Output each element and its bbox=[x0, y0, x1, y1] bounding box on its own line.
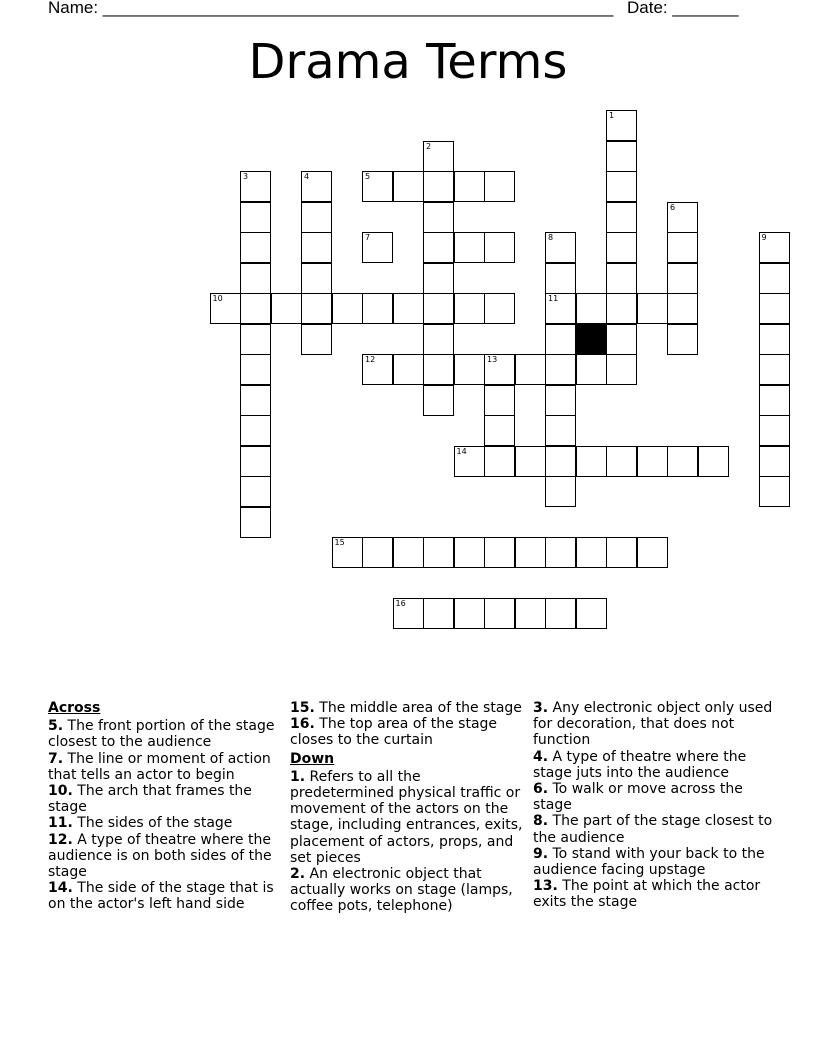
cell-number: 8 bbox=[548, 233, 554, 242]
clue-text: An electronic object that actually works on stage (lamps, coffee pots, telephone) bbox=[290, 866, 513, 915]
grid-cell[interactable] bbox=[484, 354, 515, 385]
grid-cell[interactable] bbox=[240, 446, 271, 477]
grid-cell[interactable] bbox=[545, 354, 576, 385]
grid-cell[interactable] bbox=[240, 293, 271, 324]
across-clue bbox=[48, 832, 283, 881]
clue-text: The middle area of the stage bbox=[314, 700, 522, 716]
clue-number: 3. bbox=[533, 700, 549, 716]
grid-cell[interactable] bbox=[545, 415, 576, 446]
clue-text: The front portion of the stage closest to the audience bbox=[48, 718, 275, 751]
clue-text: The sides of the stage bbox=[72, 815, 233, 832]
grid-cell[interactable] bbox=[667, 232, 698, 263]
grid-cell[interactable] bbox=[576, 354, 607, 385]
cell-number: 11 bbox=[548, 294, 559, 303]
black-cell bbox=[576, 324, 607, 355]
grid-cell[interactable] bbox=[545, 598, 576, 629]
clue-number: 13. bbox=[533, 878, 558, 895]
grid-cell[interactable] bbox=[667, 202, 698, 233]
grid-cell[interactable] bbox=[484, 415, 515, 446]
grid-cell[interactable] bbox=[393, 171, 424, 202]
grid-cell[interactable] bbox=[454, 232, 485, 263]
grid-cell[interactable] bbox=[484, 385, 515, 416]
clue-number: 8. bbox=[533, 813, 549, 830]
grid-cell[interactable] bbox=[301, 263, 332, 294]
grid-cell[interactable] bbox=[667, 293, 698, 324]
grid-cell[interactable] bbox=[759, 446, 790, 477]
grid-cell[interactable] bbox=[454, 537, 485, 568]
cell-number: 12 bbox=[365, 355, 376, 364]
clue-text: Refers to all the predetermined physical traffic or movement of the actors on the stage, including entrances, exits, placement of actors, props, and set pieces bbox=[290, 768, 523, 866]
grid-cell[interactable] bbox=[545, 537, 576, 568]
grid-cell[interactable] bbox=[606, 171, 637, 202]
down-clue bbox=[533, 846, 773, 878]
grid-cell[interactable] bbox=[606, 110, 637, 141]
grid-cell[interactable] bbox=[637, 293, 668, 324]
grid-cell[interactable] bbox=[423, 385, 454, 416]
grid-cell[interactable] bbox=[606, 293, 637, 324]
across-clue bbox=[290, 716, 525, 748]
clue-number: 14. bbox=[48, 880, 73, 897]
clue-number: 10. bbox=[48, 783, 73, 800]
down-clue bbox=[290, 769, 525, 866]
grid-cell[interactable] bbox=[545, 263, 576, 294]
grid-cell[interactable] bbox=[423, 537, 454, 568]
grid-cell[interactable] bbox=[423, 598, 454, 629]
grid-cell[interactable] bbox=[515, 446, 546, 477]
grid-cell[interactable] bbox=[759, 324, 790, 355]
grid-cell[interactable] bbox=[423, 324, 454, 355]
page-title: Drama Terms bbox=[248, 34, 568, 90]
clue-number: 6. bbox=[533, 781, 549, 798]
grid-cell[interactable] bbox=[545, 385, 576, 416]
down-clue bbox=[533, 749, 773, 781]
name-line: Name: ______________________________________________________ bbox=[48, 0, 614, 17]
cell-number: 16 bbox=[395, 599, 406, 608]
cell-number: 14 bbox=[456, 446, 467, 456]
clue-number: 11. bbox=[48, 815, 73, 832]
grid-cell[interactable] bbox=[606, 232, 637, 263]
grid-cell[interactable] bbox=[240, 507, 271, 538]
cell-number: 9 bbox=[761, 233, 767, 242]
grid-cell[interactable] bbox=[454, 354, 485, 385]
grid-cell[interactable] bbox=[362, 537, 393, 568]
grid-cell[interactable] bbox=[759, 385, 790, 416]
clue-number: 9. bbox=[533, 845, 549, 862]
grid-cell[interactable] bbox=[606, 446, 637, 477]
grid-cell[interactable] bbox=[423, 263, 454, 294]
cell-number: 2 bbox=[426, 141, 432, 151]
grid-cell[interactable] bbox=[454, 446, 485, 477]
cell-number: 13 bbox=[487, 355, 498, 364]
across-heading: Across bbox=[48, 700, 101, 716]
clue-column-1 bbox=[48, 700, 283, 913]
grid-cell[interactable] bbox=[301, 171, 332, 202]
grid-cell[interactable] bbox=[362, 293, 393, 324]
grid-cell[interactable] bbox=[484, 537, 515, 568]
cell-number: 6 bbox=[670, 202, 676, 212]
grid-cell[interactable] bbox=[454, 171, 485, 202]
grid-cell[interactable] bbox=[423, 293, 454, 324]
grid-cell[interactable] bbox=[667, 324, 698, 355]
grid-cell[interactable] bbox=[332, 537, 363, 568]
grid-cell[interactable] bbox=[362, 232, 393, 263]
clue-column-2 bbox=[290, 700, 525, 915]
clue-text: Any electronic object only used for decoration, that does not function bbox=[533, 700, 773, 749]
grid-cell[interactable] bbox=[606, 354, 637, 385]
grid-cell[interactable] bbox=[545, 232, 576, 263]
grid-cell[interactable] bbox=[515, 598, 546, 629]
clue-text: A type of theatre where the audience is on both sides of the stage bbox=[48, 831, 272, 881]
grid-cell[interactable] bbox=[545, 324, 576, 355]
grid-cell[interactable] bbox=[423, 141, 454, 172]
grid-cell[interactable] bbox=[698, 446, 729, 477]
across-clue bbox=[48, 751, 283, 783]
grid-cell[interactable] bbox=[606, 263, 637, 294]
down-clue bbox=[533, 700, 773, 749]
clue-number: 12. bbox=[48, 831, 73, 848]
grid-cell[interactable] bbox=[545, 446, 576, 477]
across-clue bbox=[48, 718, 283, 750]
clue-text: The point at which the actor exits the stage bbox=[533, 878, 761, 911]
date-line: Date: _______ bbox=[627, 0, 739, 17]
grid-cell[interactable] bbox=[545, 476, 576, 507]
grid-cell[interactable] bbox=[240, 476, 271, 507]
grid-cell[interactable] bbox=[484, 446, 515, 477]
cell-number: 7 bbox=[365, 233, 371, 242]
grid-cell[interactable] bbox=[240, 415, 271, 446]
grid-cell[interactable] bbox=[484, 232, 515, 263]
grid-cell[interactable] bbox=[759, 263, 790, 294]
grid-cell[interactable] bbox=[301, 324, 332, 355]
grid-cell[interactable] bbox=[240, 232, 271, 263]
grid-cell[interactable] bbox=[484, 171, 515, 202]
clue-text: The side of the stage that is on the actor's left hand side bbox=[48, 880, 274, 913]
grid-cell[interactable] bbox=[301, 202, 332, 233]
clue-number: 16. bbox=[290, 716, 315, 733]
clue-number: 5. bbox=[48, 718, 64, 735]
grid-cell[interactable] bbox=[393, 598, 424, 629]
cell-number: 10 bbox=[212, 294, 223, 303]
across-clue bbox=[48, 880, 283, 912]
down-clue bbox=[533, 813, 773, 845]
grid-cell[interactable] bbox=[576, 537, 607, 568]
grid-cell[interactable] bbox=[240, 171, 271, 202]
down-heading: Down bbox=[290, 750, 335, 767]
grid-cell[interactable] bbox=[637, 446, 668, 477]
cell-number: 15 bbox=[334, 538, 345, 547]
grid-cell[interactable] bbox=[576, 293, 607, 324]
across-clue bbox=[48, 783, 283, 815]
grid-cell[interactable] bbox=[606, 537, 637, 568]
down-clue bbox=[533, 781, 773, 813]
grid-cell[interactable] bbox=[515, 354, 546, 385]
clue-text: To stand with your back to the audience facing upstage bbox=[533, 845, 765, 879]
cell-number: 1 bbox=[609, 111, 615, 120]
grid-cell[interactable] bbox=[759, 232, 790, 263]
grid-cell[interactable] bbox=[484, 598, 515, 629]
cell-number: 5 bbox=[365, 172, 371, 181]
grid-cell[interactable] bbox=[759, 415, 790, 446]
grid-cell[interactable] bbox=[606, 324, 637, 355]
grid-cell[interactable] bbox=[301, 293, 332, 324]
clue-text: The arch that frames the stage bbox=[48, 783, 252, 816]
clue-text: A type of theatre where the stage juts into the audience bbox=[533, 748, 747, 781]
clue-text: To walk or move across the stage bbox=[533, 781, 743, 814]
grid-cell[interactable] bbox=[240, 385, 271, 416]
clue-number: 15. bbox=[290, 700, 315, 716]
clue-number: 7. bbox=[48, 750, 64, 767]
grid-cell[interactable] bbox=[515, 537, 546, 568]
grid-cell[interactable] bbox=[454, 293, 485, 324]
grid-cell[interactable] bbox=[667, 263, 698, 294]
grid-cell[interactable] bbox=[484, 293, 515, 324]
across-clue bbox=[48, 815, 283, 831]
grid-cell[interactable] bbox=[454, 598, 485, 629]
clue-number: 2. bbox=[290, 866, 306, 883]
grid-cell[interactable] bbox=[606, 141, 637, 172]
grid-cell[interactable] bbox=[393, 537, 424, 568]
clue-text: The line or moment of action that tells an actor to begin bbox=[48, 750, 271, 783]
grid-cell[interactable] bbox=[423, 202, 454, 233]
clue-number: 4. bbox=[533, 748, 549, 765]
cell-number: 3 bbox=[243, 172, 249, 181]
grid-cell[interactable] bbox=[576, 598, 607, 629]
grid-cell[interactable] bbox=[759, 476, 790, 507]
clue-column-3 bbox=[533, 700, 773, 911]
grid-cell[interactable] bbox=[240, 324, 271, 355]
grid-cell[interactable] bbox=[423, 354, 454, 385]
grid-cell[interactable] bbox=[423, 171, 454, 202]
grid-cell[interactable] bbox=[210, 293, 241, 324]
grid-cell[interactable] bbox=[240, 263, 271, 294]
grid-cell[interactable] bbox=[576, 446, 607, 477]
across-clue bbox=[290, 700, 525, 716]
down-clue bbox=[533, 878, 773, 910]
grid-cell[interactable] bbox=[271, 293, 302, 324]
grid-cell[interactable] bbox=[423, 232, 454, 263]
grid-cell[interactable] bbox=[362, 354, 393, 385]
grid-cell[interactable] bbox=[759, 293, 790, 324]
grid-cell[interactable] bbox=[759, 354, 790, 385]
cell-number: 4 bbox=[304, 172, 310, 181]
grid-cell[interactable] bbox=[301, 232, 332, 263]
grid-cell[interactable] bbox=[637, 537, 668, 568]
clue-text: The top area of the stage closes to the curtain bbox=[290, 716, 498, 749]
grid-cell[interactable] bbox=[393, 293, 424, 324]
grid-cell[interactable] bbox=[667, 446, 698, 477]
grid-cell[interactable] bbox=[545, 293, 576, 324]
grid-cell[interactable] bbox=[240, 202, 271, 233]
grid-cell[interactable] bbox=[240, 354, 271, 385]
grid-cell[interactable] bbox=[362, 171, 393, 202]
grid-cell[interactable] bbox=[606, 202, 637, 233]
grid-cell[interactable] bbox=[393, 354, 424, 385]
grid-cell[interactable] bbox=[332, 293, 363, 324]
down-clue bbox=[290, 866, 525, 915]
clue-number: 1. bbox=[290, 768, 306, 785]
clue-text: The part of the stage closest to the audience bbox=[533, 813, 773, 846]
